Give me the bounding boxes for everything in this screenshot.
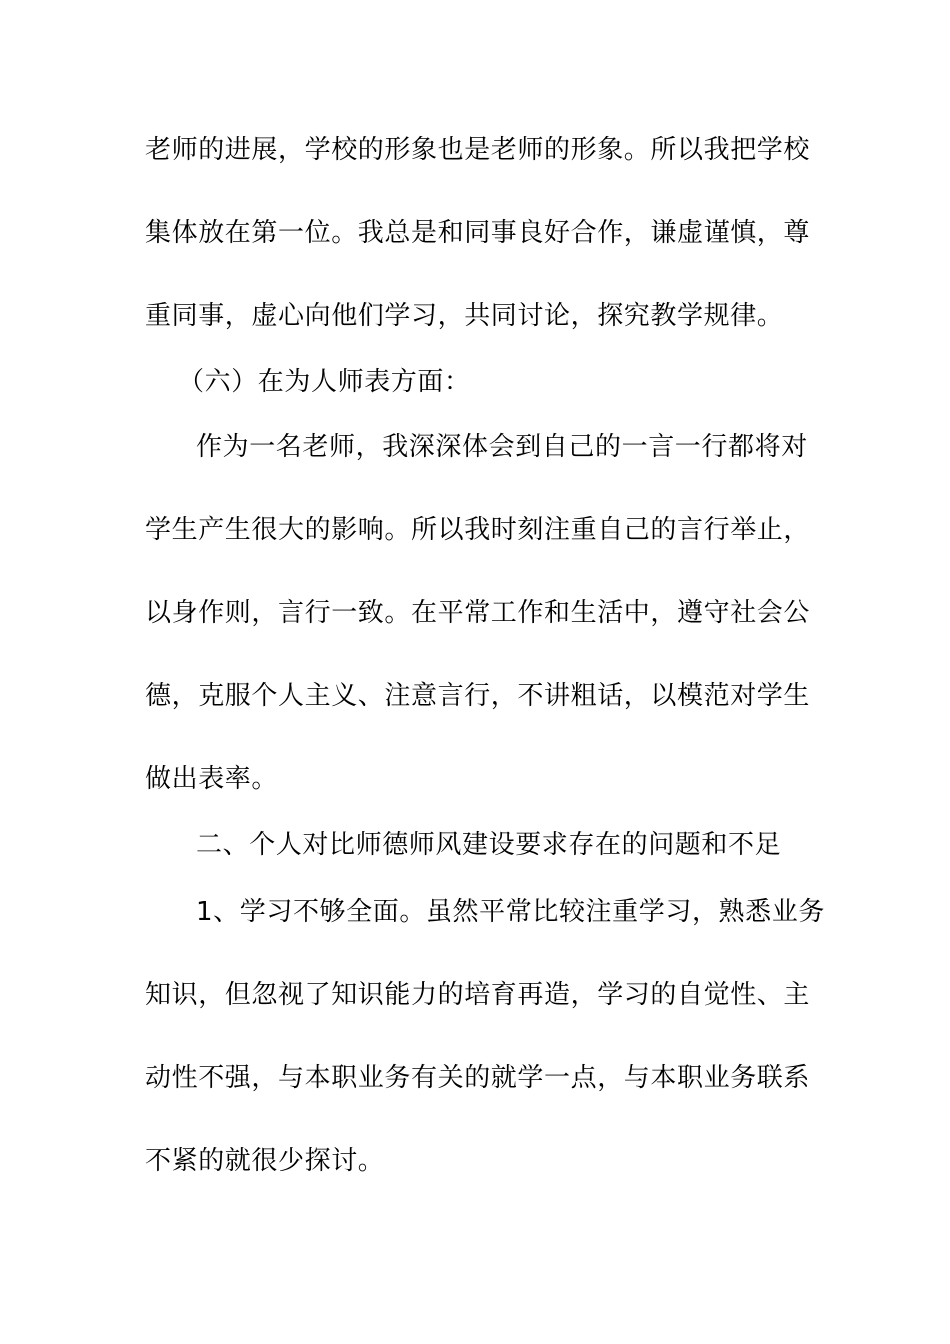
text-line: 1、学习不够全面。虽然平常比较注重学习，熟悉业务 xyxy=(196,897,825,927)
text-line: 集体放在第一位。我总是和同事良好合作，谦虚谨慎，尊 xyxy=(145,218,811,248)
section-heading: （六）在为人师表方面： xyxy=(178,367,471,397)
text-line: 以身作则，言行一致。在平常工作和生活中，遵守社会公 xyxy=(145,598,811,628)
text-line: 做出表率。 xyxy=(145,764,279,794)
text-line: 重同事，虚心向他们学习，共同讨论，探究教学规律。 xyxy=(145,301,784,331)
text-line: 老师的进展，学校的形象也是老师的形象。所以我把学校 xyxy=(145,135,811,165)
text-line: 动性不强，与本职业务有关的就学一点，与本职业务联系 xyxy=(145,1063,811,1093)
text-line: 作为一名老师，我深深体会到自己的一言一行都将对 xyxy=(196,432,808,462)
text-line: 知识，但忽视了知识能力的培育再造，学习的自觉性、主 xyxy=(145,980,811,1010)
section-heading: 二、个人对比师德师风建设要求存在的问题和不足 xyxy=(196,830,782,860)
text-line: 不紧的就很少探讨。 xyxy=(145,1146,385,1176)
text-line: 学生产生很大的影响。所以我时刻注重自己的言行举止， xyxy=(145,515,811,545)
text-line: 德，克服个人主义、注意言行，不讲粗话，以模范对学生 xyxy=(145,681,811,711)
